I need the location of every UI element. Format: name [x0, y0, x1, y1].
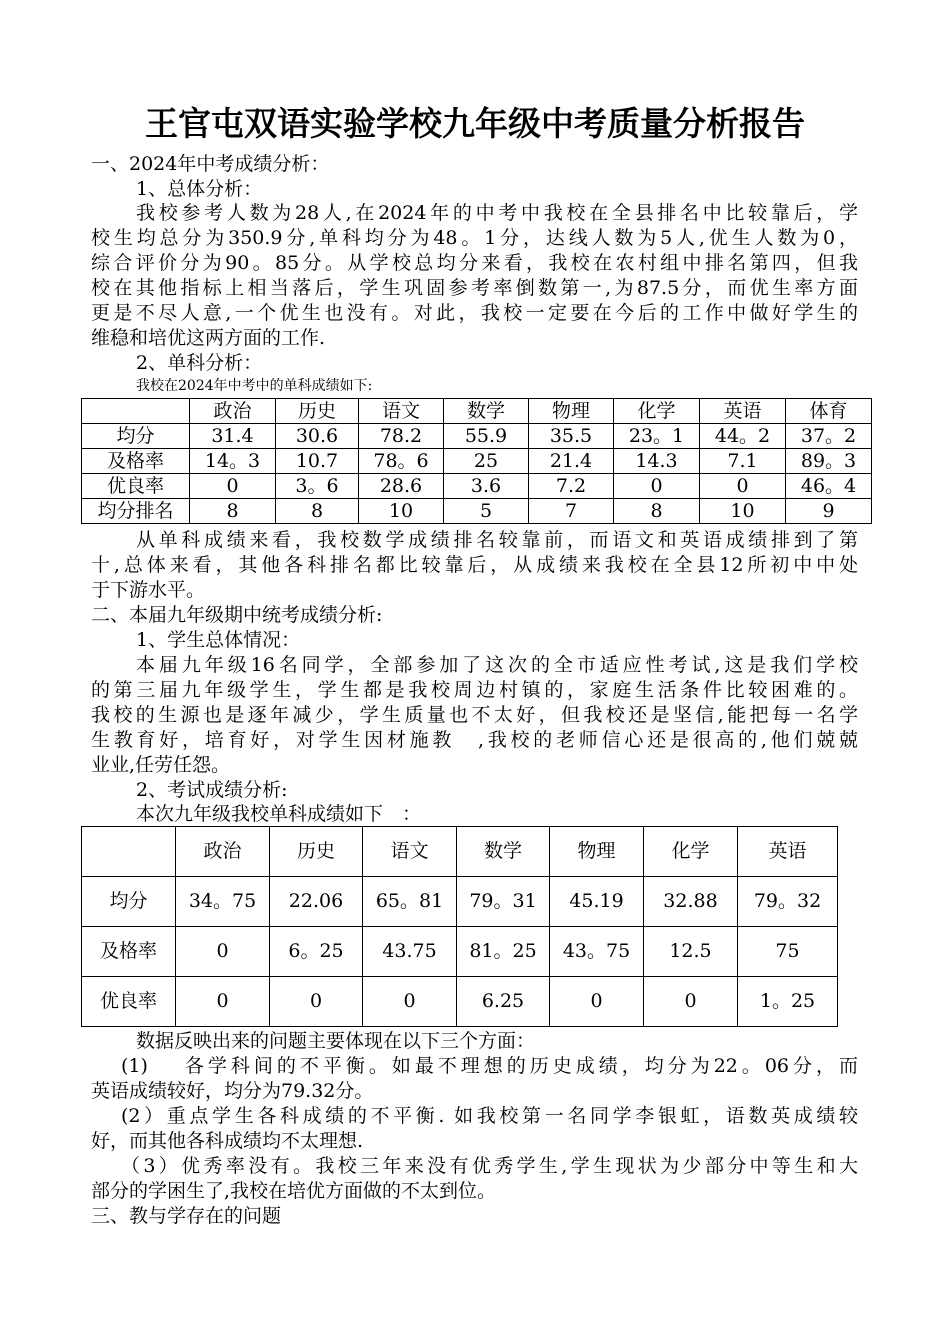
table-cell: 7.1	[700, 449, 786, 474]
table-cell: 5	[444, 499, 529, 524]
table-cell: 10	[700, 499, 786, 524]
table-header-cell: 物理	[529, 399, 614, 424]
table-cell: 7.2	[529, 474, 614, 499]
table-cell: 32.88	[644, 877, 738, 927]
problems-intro: 数据反映出来的问题主要体现在以下三个方面：	[136, 1030, 536, 1052]
table-row	[82, 977, 838, 1027]
table-cell: 9	[786, 499, 872, 524]
table-cell: 0	[700, 474, 786, 499]
problem-3-line: （3）优秀率没有。我校三年来没有优秀学生,学生现状为少部分中等生和大	[121, 1155, 858, 1177]
table-header-cell: 英语	[700, 399, 786, 424]
table-row	[82, 877, 838, 927]
report-title: 王官屯双语实验学校九年级中考质量分析报告	[145, 104, 805, 143]
para-line: 我校的生源也是逐年减少，学生质量也不太好，但我校还是坚信,能把每一名学	[91, 704, 858, 726]
table-cell: 78.2	[359, 424, 444, 449]
table-cell: 及格率	[82, 449, 190, 474]
para-line: 于下游水平。	[91, 579, 206, 601]
section-1-sub-2: 2、单科分析：	[136, 352, 263, 374]
table-header-cell: 化学	[614, 399, 700, 424]
para-line: 校在其他指标上相当落后，学生巩固参考率倒数第一,为87.5分，而优生率方面	[91, 277, 858, 299]
table-header-cell: 语文	[363, 827, 457, 877]
problem-1-line: (1) 各学科间的不平衡。如最不理想的历史成绩，均分为22。06分，而	[121, 1055, 858, 1077]
table-cell: 10.7	[276, 449, 359, 474]
table-cell: 14。3	[190, 449, 276, 474]
table-header-cell: 数学	[457, 827, 550, 877]
para-line: 综合评价分为90。85分。从学校总均分来看，我校在农村组中排名第四，但我	[91, 252, 858, 274]
table-header-row	[82, 399, 872, 424]
table-cell: 0	[270, 977, 363, 1027]
table-header-cell: 体育	[786, 399, 872, 424]
problem-2-line: 好，而其他各科成绩均不太理想.	[91, 1130, 364, 1152]
para-line: 生教育好，培育好，对学生因材施教 ,我校的老师信心还是很高的,他们兢兢	[91, 729, 858, 751]
table-cell: 43.75	[363, 927, 457, 977]
table-cell: 28.6	[359, 474, 444, 499]
table-cell: 79。31	[457, 877, 550, 927]
table-header-cell: 语文	[359, 399, 444, 424]
midterm-single-subject-score-table	[81, 826, 838, 1027]
table-cell: 均分	[82, 424, 190, 449]
table-cell: 0	[644, 977, 738, 1027]
para-line: 更是不尽人意,一个优生也没有。对此，我校一定要在今后的工作中做好学生的	[91, 302, 858, 324]
table-cell: 37。2	[786, 424, 872, 449]
table-cell: 1。25	[738, 977, 838, 1027]
table-header-cell: 物理	[550, 827, 644, 877]
table-cell: 均分	[82, 877, 176, 927]
table-cell: 0	[190, 474, 276, 499]
table-cell: 81。25	[457, 927, 550, 977]
para-line: 我校参考人数为28人,在2024年的中考中我校在全县排名中比较靠后，学	[136, 202, 858, 224]
section-2-sub-2: 2、考试成绩分析:	[136, 779, 288, 801]
single-subject-score-table-2024	[81, 398, 872, 524]
table-cell: 46。4	[786, 474, 872, 499]
table-cell: 优良率	[82, 474, 190, 499]
table-cell: 65。81	[363, 877, 457, 927]
table-header-cell: 历史	[276, 399, 359, 424]
table-cell: 25	[444, 449, 529, 474]
table-row	[82, 499, 872, 524]
para-line: 本届九年级16名同学，全部参加了这次的全市适应性考试,这是我们学校	[136, 654, 858, 676]
table-cell: 31.4	[190, 424, 276, 449]
table-cell: 44。2	[700, 424, 786, 449]
table-cell: 0	[614, 474, 700, 499]
table-cell: 0	[176, 977, 270, 1027]
para-line: 从单科成绩来看，我校数学成绩排名较靠前，而语文和英语成绩排到了第	[136, 529, 858, 551]
table-header-cell	[82, 399, 190, 424]
table-cell: 21.4	[529, 449, 614, 474]
section-1-sub-1: 1、总体分析：	[136, 178, 263, 200]
table-cell: 79。32	[738, 877, 838, 927]
table-cell: 均分排名	[82, 499, 190, 524]
table-cell: 45.19	[550, 877, 644, 927]
para-line: 的第三届九年级学生，学生都是我校周边村镇的，家庭生活条件比较困难的。	[91, 679, 858, 701]
table-cell: 8	[276, 499, 359, 524]
table-cell: 55.9	[444, 424, 529, 449]
table-2-caption: 本次九年级我校单科成绩如下 ：	[136, 803, 422, 825]
table-cell: 0	[363, 977, 457, 1027]
para-line: 维稳和培优这两方面的工作.	[91, 327, 326, 349]
table-cell: 78。6	[359, 449, 444, 474]
table-cell: 优良率	[82, 977, 176, 1027]
table-header-row	[82, 827, 838, 877]
para-line: 校生均总分为350.9分,单科均分为48。1分，达线人数为5人,优生人数为0，	[91, 227, 858, 249]
table-header-cell: 化学	[644, 827, 738, 877]
table-cell: 3。6	[276, 474, 359, 499]
table-cell: 34。75	[176, 877, 270, 927]
problem-3-line: 部分的学困生了,我校在培优方面做的不太到位。	[91, 1180, 497, 1202]
table-cell: 43。75	[550, 927, 644, 977]
para-line: 十,总体来看，其他各科排名都比较靠后，从成绩来我校在全县12所初中中处	[91, 554, 858, 576]
table-row	[82, 474, 872, 499]
table-1-caption: 我校在2024年中考中的单科成绩如下:	[136, 378, 373, 394]
table-header-cell	[82, 827, 176, 877]
table-cell: 14.3	[614, 449, 700, 474]
table-header-cell: 政治	[190, 399, 276, 424]
table-cell: 8	[190, 499, 276, 524]
section-3-heading: 三、教与学存在的问题	[91, 1205, 282, 1227]
table-cell: 6。25	[270, 927, 363, 977]
table-cell: 75	[738, 927, 838, 977]
section-1-heading: 一、2024年中考成绩分析：	[91, 153, 330, 175]
table-cell: 89。3	[786, 449, 872, 474]
problem-2-line: (2）重点学生各科成绩的不平衡. 如我校第一名同学李银虹，语数英成绩较	[121, 1105, 858, 1127]
table-cell: 6.25	[457, 977, 550, 1027]
table-header-cell: 政治	[176, 827, 270, 877]
table-header-cell: 英语	[738, 827, 838, 877]
table-cell: 30.6	[276, 424, 359, 449]
table-cell: 35.5	[529, 424, 614, 449]
table-cell: 22.06	[270, 877, 363, 927]
table-header-cell: 数学	[444, 399, 529, 424]
section-2-heading: 二、本届九年级期中统考成绩分析:	[91, 604, 383, 626]
section-2-sub-1: 1、学生总体情况：	[136, 629, 301, 651]
table-cell: 及格率	[82, 927, 176, 977]
para-line: 业业,任劳任怨。	[91, 754, 231, 776]
table-header-cell: 历史	[270, 827, 363, 877]
table-cell: 12.5	[644, 927, 738, 977]
table-cell: 7	[529, 499, 614, 524]
table-cell: 0	[176, 927, 270, 977]
table-cell: 0	[550, 977, 644, 1027]
problem-1-line: 英语成绩较好，均分为79.32分。	[91, 1080, 374, 1102]
table-cell: 8	[614, 499, 700, 524]
table-row	[82, 424, 872, 449]
table-cell: 23。1	[614, 424, 700, 449]
table-row	[82, 927, 838, 977]
table-cell: 10	[359, 499, 444, 524]
table-row	[82, 449, 872, 474]
table-cell: 3.6	[444, 474, 529, 499]
